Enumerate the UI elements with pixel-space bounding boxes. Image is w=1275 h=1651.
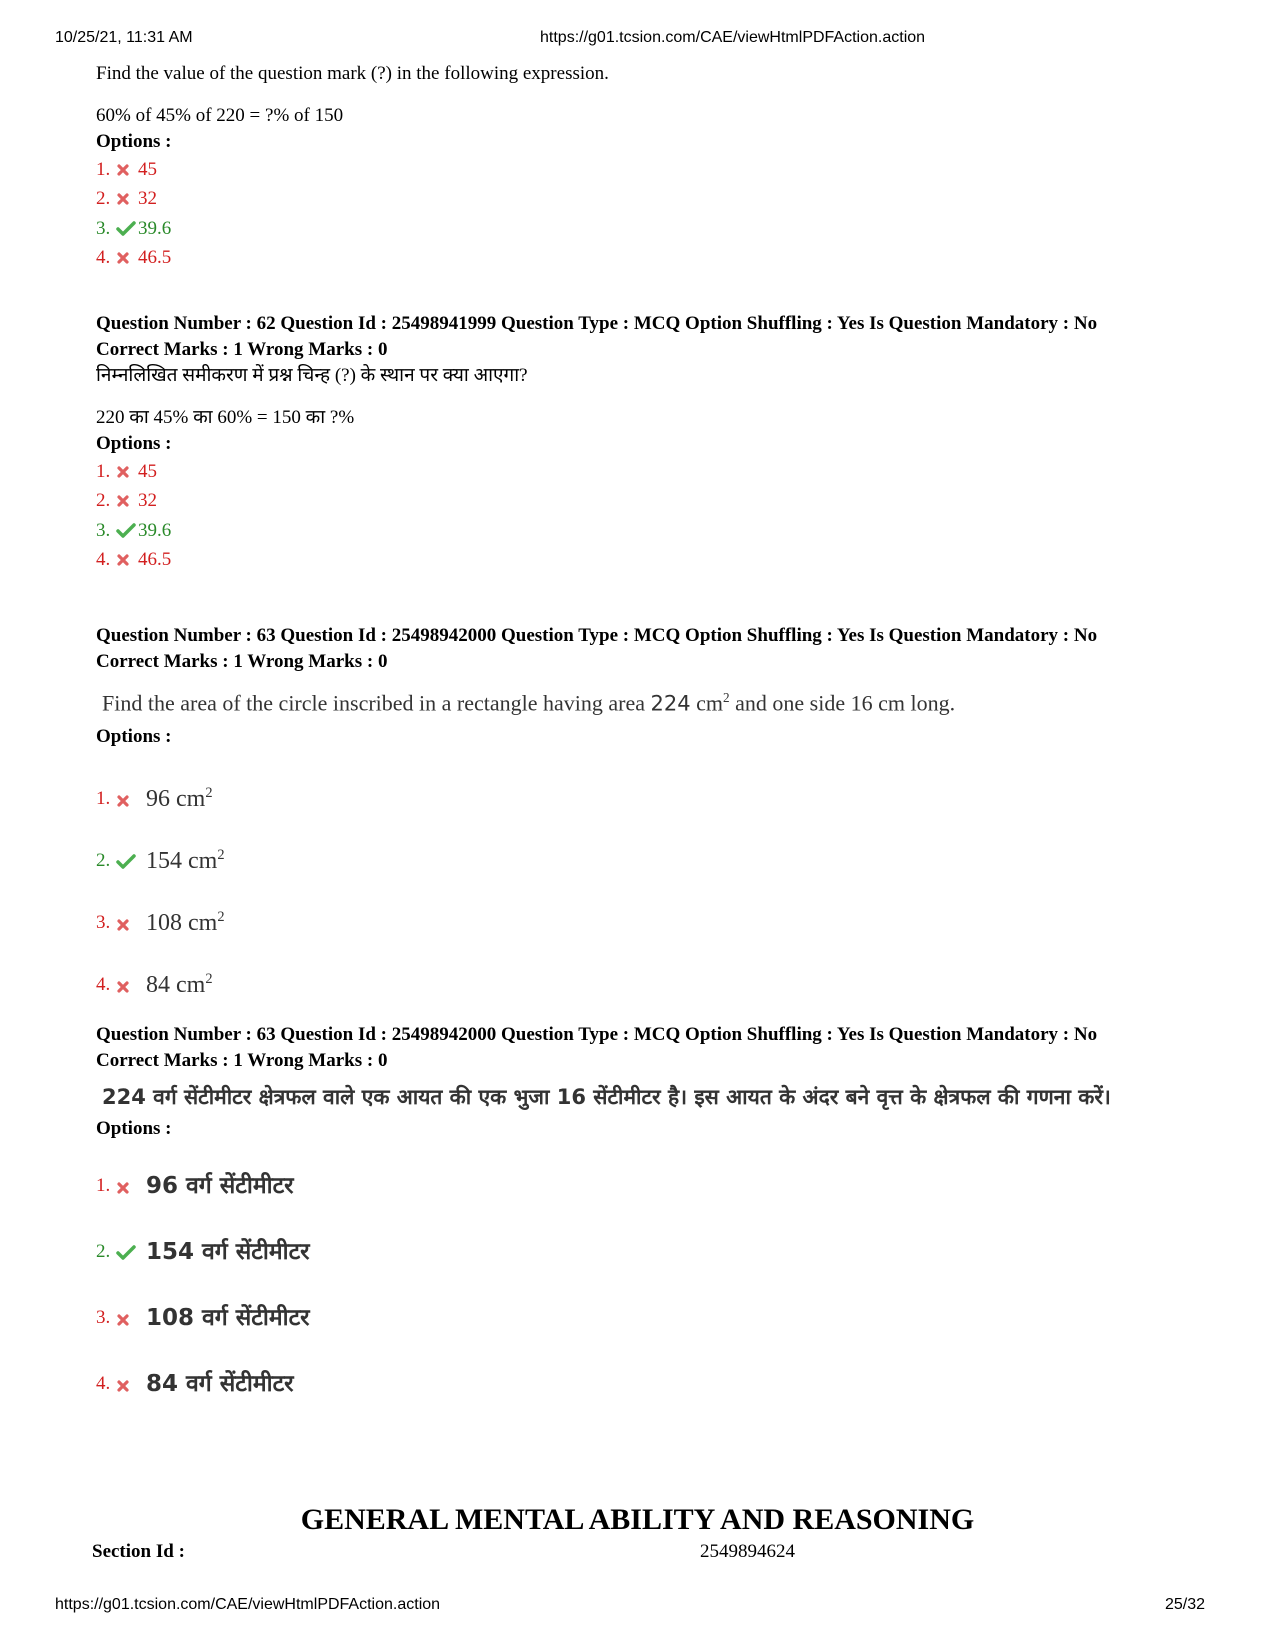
option-4 [96, 546, 1221, 576]
option-2 [96, 812, 1221, 874]
question-marks: Correct Marks : 1 Wrong Marks : 0 [96, 651, 388, 672]
question-marks: Correct Marks : 1 Wrong Marks : 0 [96, 339, 388, 360]
section-id-label: Section Id : [92, 1541, 185, 1562]
option-3 [96, 874, 1221, 936]
option-number: 1. [96, 158, 111, 180]
option-text: 32 [138, 490, 157, 512]
option-number: 3. [96, 217, 111, 239]
wrong-cross-icon [116, 918, 146, 936]
options-label: Options : [96, 1118, 172, 1139]
option-text: 84 वर्ग सेंटीमीटर [146, 1371, 294, 1397]
option-text: 39.6 [138, 519, 172, 541]
options-label: Options : [96, 433, 172, 454]
option-number: 1. [96, 460, 111, 482]
option-2 [96, 487, 1221, 517]
options-list [96, 750, 1221, 998]
correct-check-icon [116, 854, 146, 874]
wrong-cross-icon [116, 494, 138, 508]
options-list [96, 1142, 1221, 1397]
correct-check-icon [116, 1245, 146, 1265]
option-text: 45 [138, 158, 157, 180]
option-text: 46.5 [138, 549, 172, 571]
option-value: 108 $cm^2$ [146, 909, 225, 937]
wrong-cross-icon [116, 1181, 146, 1199]
option-number: 1. [96, 788, 111, 810]
option-text: 108 वर्ग सेंटीमीटर [146, 1305, 310, 1331]
option-2 [96, 1199, 1221, 1265]
option-value: 154 $cm^2$ [146, 847, 225, 875]
stem-unit-exponent: 2 [723, 690, 730, 705]
wrong-cross-icon [116, 465, 138, 479]
wrong-cross-icon [116, 794, 146, 812]
option-4 [96, 1331, 1221, 1397]
wrong-cross-icon [116, 192, 138, 206]
option-3 [96, 516, 1221, 546]
print-header-url: https://g01.tcsion.com/CAE/viewHtmlPDFAction.action [540, 29, 926, 46]
option-number: 2. [96, 490, 111, 512]
option-3 [96, 1265, 1221, 1331]
option-text: 46.5 [138, 247, 172, 269]
option-number: 2. [96, 1241, 111, 1262]
option-4 [96, 936, 1221, 998]
question-expression: 220 का 45% का 60% = 150 का ?% [96, 407, 355, 428]
option-number: 3. [96, 1307, 111, 1328]
option-number: 4. [96, 1373, 111, 1394]
option-number: 3. [96, 912, 111, 934]
options-label: Options : [96, 726, 172, 748]
stem-area-value: 224 [650, 691, 691, 716]
question-stem: 224 वर्ग सेंटीमीटर क्षेत्रफल वाले एक आयत की एक भुजा 16 सेंटीमीटर है। इस आयत के अंदर बने वृत्त के क्षेत्रफल की गणना करें। [102, 1085, 1111, 1109]
option-1 [96, 155, 1221, 185]
option-number: 4. [96, 549, 111, 571]
question-expression: 60% of 45% of 220 = ?% of 150 [96, 105, 344, 126]
section-id-value: 2549894624 [700, 1541, 795, 1562]
question-62 [96, 311, 1221, 575]
question-meta: Question Number : 62 Question Id : 25498941999 Question Type : MCQ Option Shuffling : Yes Is Question Mandatory : No [96, 313, 1098, 334]
print-footer-url: https://g01.tcsion.com/CAE/viewHtmlPDFAction.action [55, 1596, 441, 1613]
option-number: 3. [96, 519, 111, 541]
option-number: 2. [96, 850, 111, 872]
option-number: 4. [96, 247, 111, 269]
option-text: 96 वर्ग सेंटीमीटर [146, 1173, 294, 1199]
option-number: 4. [96, 974, 111, 996]
question-63-english [96, 623, 1221, 998]
print-datetime: 10/25/21, 11:31 AM [55, 29, 193, 46]
options-list [96, 155, 1221, 273]
question-stem [102, 683, 1221, 718]
section-title: GENERAL MENTAL ABILITY AND REASONING [300, 1503, 975, 1536]
correct-check-icon [116, 523, 138, 539]
option-2 [96, 185, 1221, 215]
option-number: 1. [96, 1175, 111, 1196]
option-1 [96, 457, 1221, 487]
option-text: 32 [138, 188, 157, 210]
page-number: 25/32 [1165, 1596, 1206, 1613]
wrong-cross-icon [116, 251, 138, 265]
question-stem: Find the value of the question mark (?) in the following expression. [96, 63, 609, 84]
question-meta: Question Number : 63 Question Id : 25498942000 Question Type : MCQ Option Shuffling : Yes Is Question Mandatory : No [96, 625, 1098, 646]
question-marks: Correct Marks : 1 Wrong Marks : 0 [96, 1050, 388, 1071]
question-partial [96, 61, 1221, 273]
wrong-cross-icon [116, 1379, 146, 1397]
wrong-cross-icon [116, 163, 138, 177]
option-1 [96, 750, 1221, 812]
option-text: 45 [138, 460, 157, 482]
option-value: 84 $cm^2$ [146, 971, 213, 999]
option-text: 154 वर्ग सेंटीमीटर [146, 1239, 310, 1265]
question-meta: Question Number : 63 Question Id : 25498942000 Question Type : MCQ Option Shuffling : Yes Is Question Mandatory : No [96, 1024, 1098, 1045]
option-value: 96 $cm^2$ [146, 785, 213, 813]
wrong-cross-icon [116, 553, 138, 567]
option-number: 2. [96, 188, 111, 210]
option-3 [96, 214, 1221, 244]
correct-check-icon [116, 221, 138, 237]
stem-unit: cm [696, 690, 724, 716]
stem-text: Find the area of the circle inscribed in a rectangle having area [102, 690, 646, 716]
option-1 [96, 1142, 1221, 1199]
option-4 [96, 244, 1221, 274]
stem-text: and one side 16 cm long. [735, 690, 956, 716]
wrong-cross-icon [116, 980, 146, 998]
wrong-cross-icon [116, 1313, 146, 1331]
option-text: 39.6 [138, 217, 172, 239]
options-label: Options : [96, 131, 172, 152]
question-63-hindi [96, 1022, 1221, 1397]
options-list [96, 457, 1221, 575]
question-stem: निम्नलिखित समीकरण में प्रश्न चिन्ह (?) के स्थान पर क्या आएगा? [96, 365, 528, 386]
